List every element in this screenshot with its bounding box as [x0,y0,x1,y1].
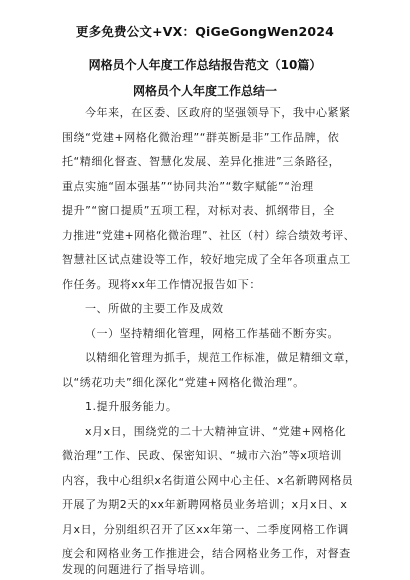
paragraph-line: 发现的问题进行了指导培训。 [62,563,213,576]
paragraph-line: 提升”“窗口提质”五项工程，对标对表、抓纲带目，全 [62,204,335,217]
paragraph-line: 微治理”工作、民政、保密知识、“城市六治”等x项培训 [62,449,342,462]
paragraph-line: 围绕“党建+网格化微治理”“群英断是非”工作品牌，依 [62,131,340,144]
paragraph-line: 月x日，分别组织召开了区xx年第一、二季度网格工作调 [62,523,349,536]
paragraph-line: 今年来，在区委、区政府的坚强领导下，我中心紧紧 [85,106,351,119]
paragraph-line: 作任务。现将xx年工作情况报告如下： [62,278,261,291]
paragraph-line: 以精细化管理为抓手，规范工作标准，做足精细文章， [85,351,357,364]
paragraph-line: 智慧社区试点建设等工作，较好地完成了全年各项重点工 [62,253,351,266]
paragraph-line: 度会和网格业务工作推进会，结合网格业务工作，对督查 [62,547,351,560]
promo-header: 更多免费公文+VX：QiGeGongWen2024 [75,24,335,39]
paragraph-line: 力推进“党建+网格化微治理”、社区（村）综合绩效考评、 [62,229,355,242]
paragraph-line: 托“精细化督查、智慧化发展、差异化推进”三条路径， [62,155,341,168]
paragraph-line: 内容，我中心组织x名街道公网中心主任、x名新聘网格员 [62,474,354,487]
paragraph-line: 开展了为期2天的xx年新聘网格员业务培训；x月x日、x [62,498,348,511]
paragraph-line: x月x日，围绕党的二十大精神宣讲、“党建+网格化 [85,425,347,438]
subsection-heading: （一）坚持精细化管理，网格工作基础不断夯实。 [85,327,340,340]
item-heading: 1.提升服务能力。 [85,400,178,413]
paragraph-line: 重点实施“固本强基”“协同共治”“数字赋能”“治理 [62,180,314,193]
paragraph-line: 以“绣花功夫”细化深化“党建+网格化微治理”。 [62,376,305,389]
document-title: 网格员个人年度工作总结报告范文（10篇） [88,58,322,72]
document-subtitle: 网格员个人年度工作总结一 [132,84,277,98]
section-heading: 一、所做的主要工作及成效 [85,302,224,315]
